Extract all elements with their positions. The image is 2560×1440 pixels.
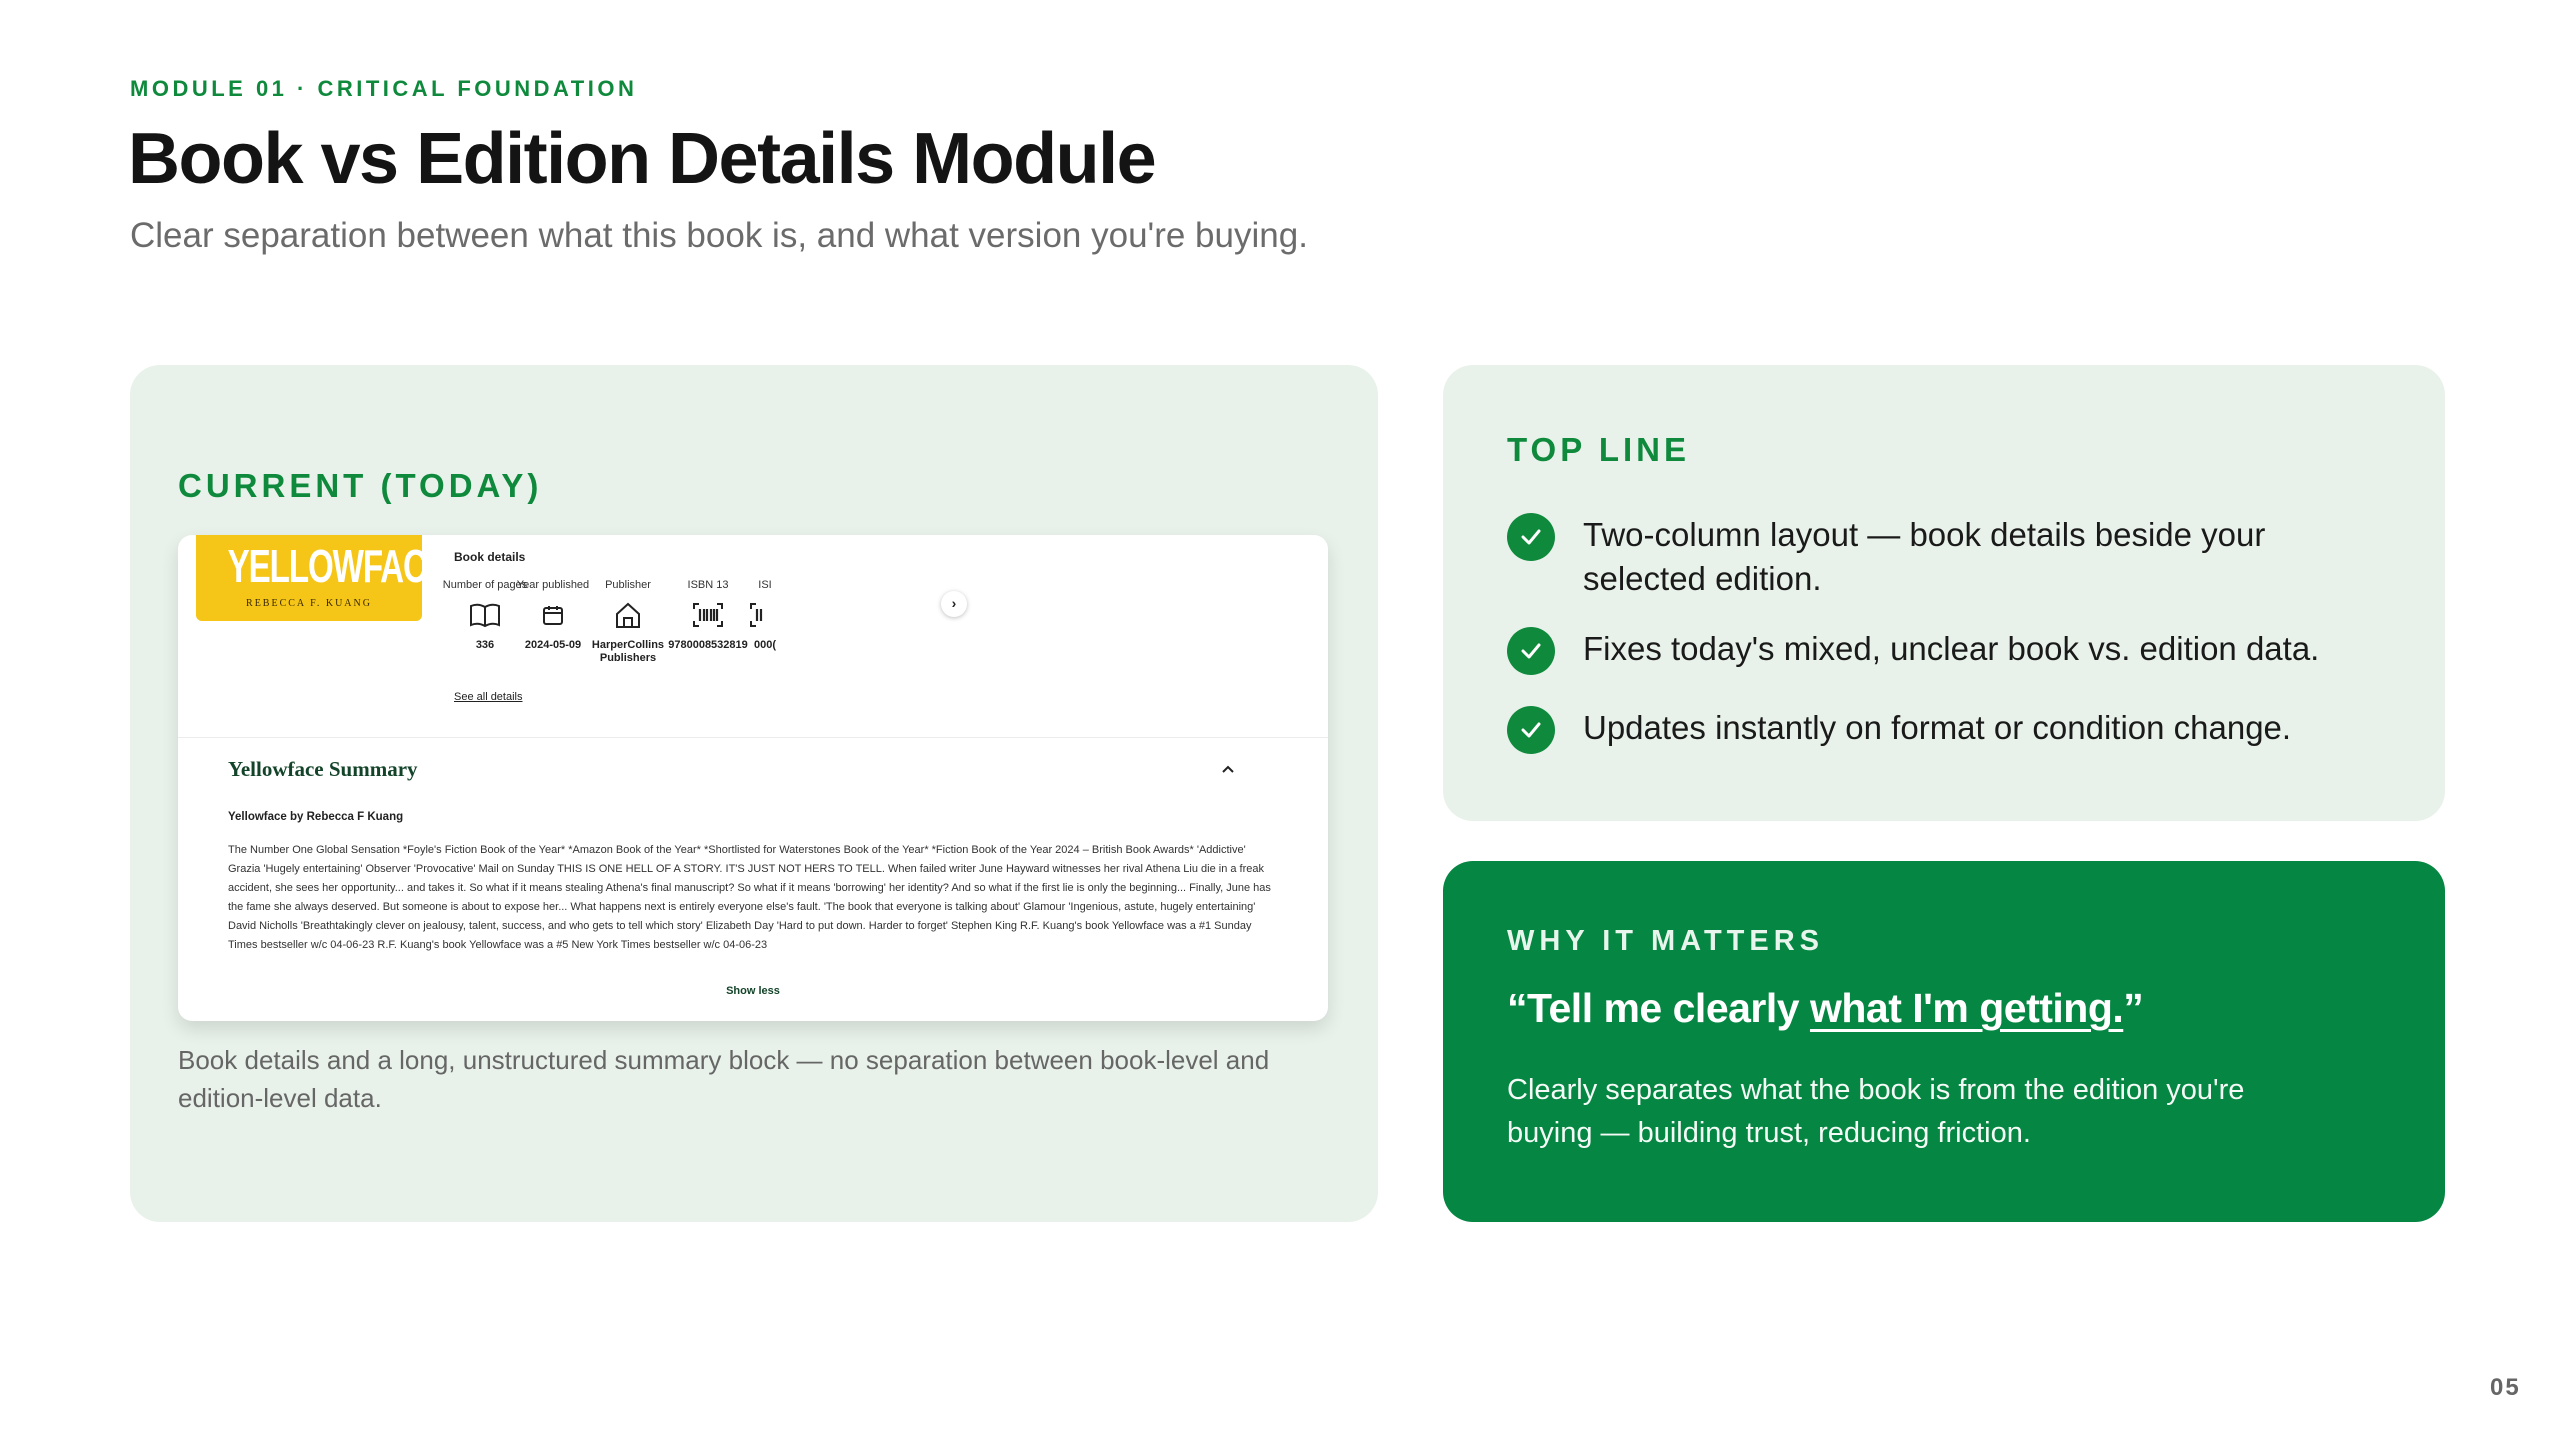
chevron-right-icon[interactable]: ›	[941, 591, 967, 617]
quote-close: ”	[2123, 985, 2144, 1031]
check-icon	[1507, 513, 1555, 561]
detail-label: ISBN 13	[687, 579, 729, 591]
topline-item	[1507, 627, 2383, 675]
topline-item-text: Two-column layout — book details beside your selected edition.	[1583, 516, 2266, 597]
divider	[178, 737, 1328, 738]
detail-value: HarperCollins Publishers	[591, 639, 665, 664]
check-icon	[1507, 627, 1555, 675]
detail-isbn10	[710, 579, 820, 652]
current-screenshot	[178, 535, 1328, 1021]
page-number: 05	[2490, 1374, 2521, 1401]
detail-label: Year published	[516, 579, 590, 591]
why-card	[1443, 861, 2445, 1222]
why-quote	[1507, 985, 2143, 1032]
detail-label: Number of pages	[442, 579, 528, 591]
why-label: WHY IT MATTERS	[1507, 925, 1825, 957]
topline-item	[1507, 706, 2383, 754]
page-title: Book vs Edition Details Module	[128, 119, 1156, 199]
detail-value: 9780008532819	[668, 639, 748, 651]
summary-title: Yellowface Summary	[228, 757, 418, 781]
barcode-icon	[710, 599, 820, 631]
cover-title: YELLOWFACE	[227, 540, 447, 592]
current-caption: Book details and a long, unstructured summary block — no separation between book-level and edition-level data.	[178, 1045, 1270, 1113]
why-body: Clearly separates what the book is from the edition you're buying — building trust, reducing friction.	[1507, 1074, 2245, 1149]
book-details-heading: Book details	[454, 550, 526, 564]
current-label: CURRENT (TODAY)	[178, 467, 543, 504]
detail-value: 336	[475, 639, 495, 651]
topline-card	[1443, 365, 2445, 821]
quote-open: “Tell me clearly	[1507, 985, 1810, 1031]
page-subtitle: Clear separation between what this book is, and what version you're buying.	[130, 216, 1308, 255]
cover-author: REBECCA F. KUANG	[246, 598, 372, 609]
detail-value: 2024-05-09	[524, 639, 582, 651]
book-cover	[196, 535, 447, 621]
detail-label: Publisher	[605, 579, 651, 591]
check-icon	[1507, 706, 1555, 754]
summary-body: The Number One Global Sensation *Foyle's Fiction Book of the Year* *Amazon Book of the Year* *Shortlisted for Waterstones Book of the Year* *Fiction Book of the Year 2024 – British Book Awards* 'Addictive' Grazia 'Hugely entertaining' Observer 'Provocative' Mail on Sunday THIS IS ONE HELL OF A STORY. IT'S JUST NOT HERS TO TELL. When failed writer June Hayward witnesses her rival Athena Liu die in a freak accident, she sees her opportunity... and takes it. So what if it means stealing Athena's final manuscript? So what if it means 'borrowing' her identity? And so what if the first lie is only the beginning... Finally, June has the fame she always deserved. But someone is about to expose her... What happens next is entirely everyone else's fault. 'The book that everyone is talking about' Glamour 'Ingenious, astute, hugely entertaining' David Nicholls 'Breathtakingly clever on jealousy, talent, success, and who gets to tell which story' Elizabeth Day 'Hard to put down. Harder to forget' Stephen King R.F. Kuang's book Yellowface was a #1 Sunday Times bestseller w/c 04-06-23 R.F. Kuang's book Yellowface was a #5 New York Times bestseller w/c 04-06-23	[228, 844, 1271, 951]
see-all-details-link[interactable]: See all details	[454, 691, 523, 703]
topline-item-text: Updates instantly on format or condition change.	[1583, 709, 2292, 746]
current-card	[130, 365, 1378, 1222]
topline-label: TOP LINE	[1507, 431, 1690, 468]
topline-item-text: Fixes today's mixed, unclear book vs. edition data.	[1583, 630, 2320, 667]
quote-emphasis: what I'm getting.	[1809, 985, 2124, 1031]
show-less-link[interactable]: Show less	[726, 985, 780, 997]
details-fade	[968, 565, 1008, 645]
chevron-up-icon[interactable]	[1220, 759, 1236, 780]
eyebrow: MODULE 01 · CRITICAL FOUNDATION	[130, 76, 638, 101]
topline-item	[1507, 513, 2383, 601]
detail-value: 000(	[753, 639, 777, 651]
summary-subtitle: Yellowface by Rebecca F Kuang	[228, 811, 404, 823]
detail-label: ISI	[758, 579, 772, 591]
